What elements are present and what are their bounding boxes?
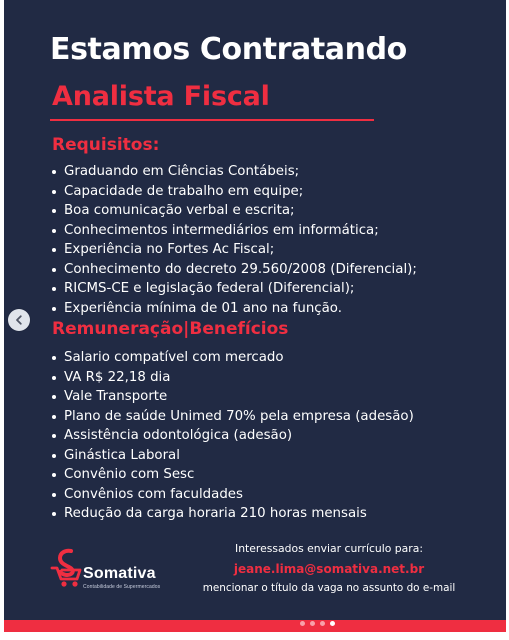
pagination-dot bbox=[310, 621, 315, 626]
poster-title: Estamos Contratando bbox=[50, 32, 407, 67]
job-poster bbox=[4, 0, 506, 632]
beneficio-item: Convênios com faculdades bbox=[52, 485, 472, 505]
bottom-accent-band bbox=[4, 620, 506, 632]
requisito-item: Conhecimento do decreto 29.560/2008 (Diferencial); bbox=[52, 260, 472, 280]
requisito-item: Capacidade de trabalho em equipe; bbox=[52, 182, 472, 202]
pagination-dot-active bbox=[330, 621, 335, 626]
beneficio-item: Convênio com Sesc bbox=[52, 465, 472, 485]
requisito-item: Experiência no Fortes Ac Fiscal; bbox=[52, 240, 472, 260]
shopping-cart-logo-icon bbox=[50, 548, 86, 590]
logo-name: Somativa bbox=[83, 565, 156, 582]
requisito-item: RICMS-CE e legislação federal (Diferencial); bbox=[52, 279, 472, 299]
somativa-logo bbox=[50, 548, 176, 594]
contact-note: mencionar o título da vaga no assunto do e-mail bbox=[202, 582, 456, 594]
requisito-item: Boa comunicação verbal e escrita; bbox=[52, 201, 472, 221]
pagination-dot bbox=[320, 621, 325, 626]
logo-tagline: Contabilidade de Supermercados bbox=[83, 584, 161, 590]
contact-block bbox=[184, 542, 474, 595]
pagination-dot bbox=[300, 621, 305, 626]
beneficio-item: Assistência odontológica (adesão) bbox=[52, 426, 472, 446]
beneficios-heading: Remuneração|Benefícios bbox=[52, 319, 289, 339]
beneficio-item: Salario compatível com mercado bbox=[52, 348, 472, 368]
contact-email: jeane.lima@somativa.net.br bbox=[233, 562, 425, 576]
requisitos-list bbox=[52, 162, 472, 318]
beneficios-list bbox=[52, 348, 472, 524]
requisito-item: Conhecimentos intermediários em informática; bbox=[52, 221, 472, 241]
contact-lead: Interessados enviar currículo para: bbox=[235, 542, 423, 555]
beneficio-item: Vale Transporte bbox=[52, 387, 472, 407]
job-title: Analista Fiscal bbox=[52, 81, 270, 112]
previous-slide-button[interactable] bbox=[8, 309, 30, 331]
beneficio-item: Redução da carga horaria 210 horas mensais bbox=[52, 504, 472, 524]
requisito-item: Graduando em Ciências Contábeis; bbox=[52, 162, 472, 182]
beneficio-item: Plano de saúde Unimed 70% pela empresa (adesão) bbox=[52, 407, 472, 427]
requisito-item: Experiência mínima de 01 ano na função. bbox=[52, 299, 472, 319]
beneficio-item: VA R$ 22,18 dia bbox=[52, 368, 472, 388]
beneficio-item: Ginástica Laboral bbox=[52, 446, 472, 466]
job-title-underline bbox=[50, 119, 374, 121]
requisitos-heading: Requisitos: bbox=[52, 135, 160, 155]
carousel-pagination bbox=[300, 619, 336, 627]
chevron-left-icon bbox=[13, 314, 25, 326]
